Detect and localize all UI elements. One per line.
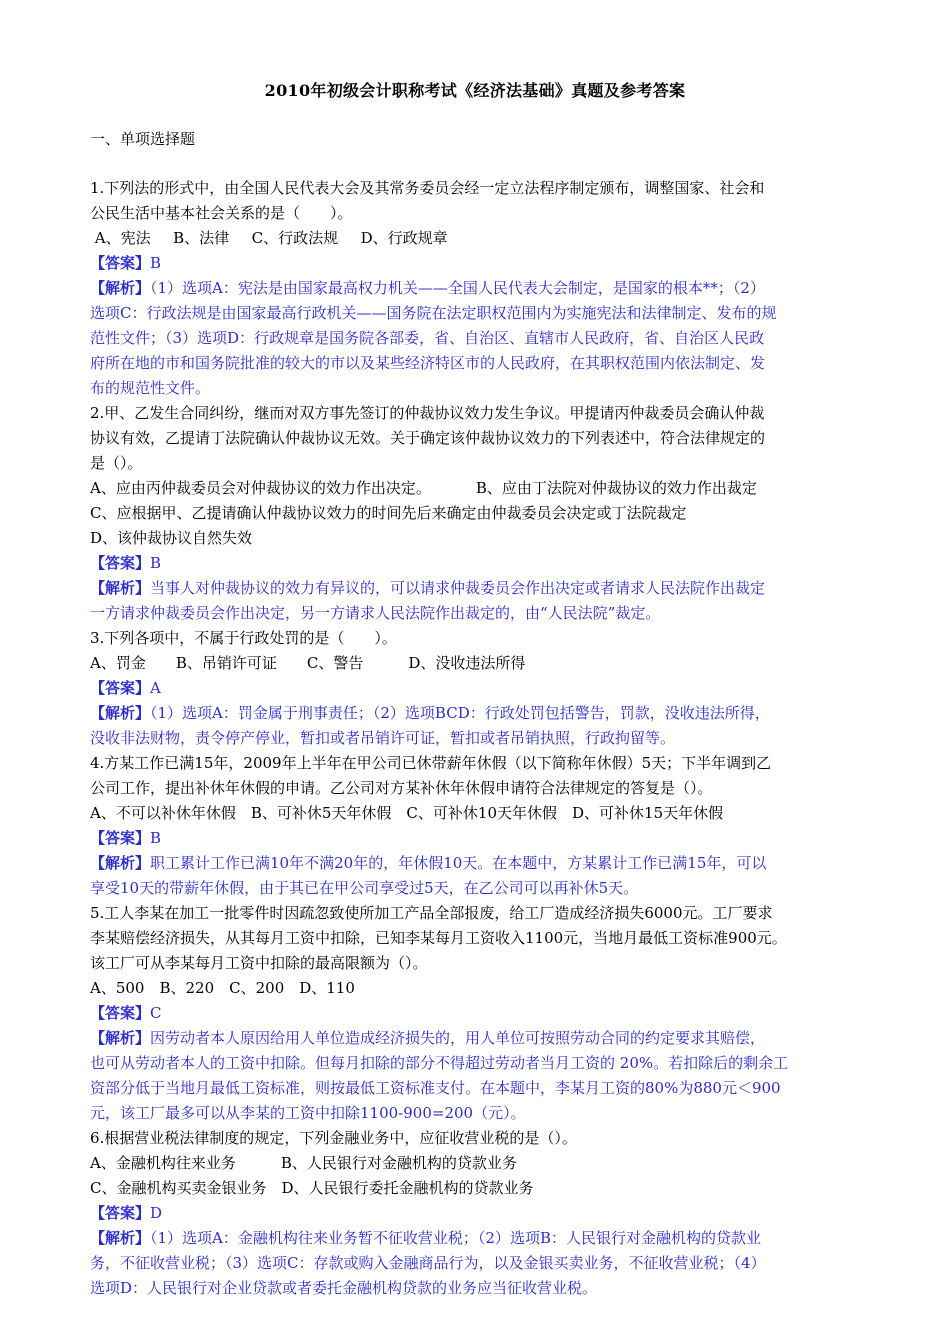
analysis-text: （1）选项A：罚金属于刑事责任；（2）选项BCD：行政处罚包括警告，罚款，没收违法所得， <box>150 704 770 722</box>
answer-line <box>90 251 865 276</box>
answer-tag: 【答案】 <box>90 554 151 572</box>
analysis-line <box>90 1226 865 1251</box>
question-list <box>90 176 865 1301</box>
question-stem-line: 该工厂可从李某每月工资中扣除的最高限额为（）。 <box>90 954 428 972</box>
option-a: A、500 <box>90 979 145 997</box>
option-b: B、220 <box>159 979 215 997</box>
analysis-tag: 【解析】 <box>90 579 151 597</box>
answer-value: D <box>150 1204 163 1222</box>
option-d: D、人民银行委托金融机构的贷款业务 <box>281 1179 534 1197</box>
section-heading: 一、单项选择题 <box>90 130 196 148</box>
analysis-line <box>90 1026 865 1051</box>
analysis-tag: 【解析】 <box>90 279 151 297</box>
option-b: B、吊销许可证 <box>175 654 277 672</box>
option-c: C、金融机构买卖金银业务 <box>90 1179 267 1197</box>
question-3 <box>90 626 865 751</box>
analysis-line <box>90 576 865 601</box>
question-stem-line: 2.甲、乙发生合同纠纷，继而对双方事先签订的仲裁协议效力发生争议。甲提请丙仲裁委员会确认仲裁 <box>90 404 765 422</box>
answer-tag: 【答案】 <box>90 829 151 847</box>
options-row <box>90 1151 865 1176</box>
answer-value: B <box>150 829 162 847</box>
question-stem-line: 是（）。 <box>90 454 143 472</box>
option-b: B、可补休5天年休假 <box>250 804 392 822</box>
analysis-line: 府所在地的市和国务院批准的较大的市以及某些经济特区市的人民政府，在其职权范围内依法制定、发 <box>90 354 766 372</box>
option-b: B、人民银行对金融机构的贷款业务 <box>280 1154 517 1172</box>
analysis-line: 范性文件；（3）选项D：行政规章是国务院各部委，省、自治区、直辖市人民政府，省、自治区人民政 <box>90 329 765 347</box>
option-a: A、不可以补休年休假 <box>90 804 236 822</box>
question-stem-line: 1.下列法的形式中，由全国人民代表大会及其常务委员会经一定立法程序制定颁布，调整国家、社会和 <box>90 179 765 197</box>
question-1 <box>90 176 865 401</box>
analysis-line: 一方请求仲裁委员会作出决定，另一方请求人民法院作出裁定的，由“人民法院”裁定。 <box>90 604 661 622</box>
analysis-line: 资部分低于当地月最低工资标准，则按最低工资标准支付。在本题中，李某月工资的80%为880元＜900 <box>90 1079 781 1097</box>
analysis-text: （1）选项A：宪法是由国家最高权力机关——全国人民代表大会制定，是国家的根本**；（2） <box>150 279 765 297</box>
analysis-line: 享受10天的带薪年休假，由于其已在甲公司享受过5天，在乙公司可以再补休5天。 <box>90 879 639 897</box>
question-stem-line: 李某赔偿经济损失，从其每月工资中扣除，已知李某每月工资收入1100元，当地月最低工资标准900元。 <box>90 929 787 947</box>
option-a: A、罚金 <box>90 654 146 672</box>
answer-tag: 【答案】 <box>90 254 151 272</box>
question-stem-line: 4.方某工作已满15年，2009年上半年在甲公司已休带薪年休假（以下简称年休假）5天；下半年调到乙 <box>90 754 772 772</box>
answer-line <box>90 676 865 701</box>
analysis-text: 当事人对仲裁协议的效力有异议的，可以请求仲裁委员会作出决定或者请求人民法院作出裁定 <box>150 579 766 597</box>
analysis-line: 选项C：行政法规是由国家最高行政机关——国务院在法定职权范围内为实施宪法和法律制定、发布的规 <box>90 304 777 322</box>
option-d: D、没收违法所得 <box>408 654 526 672</box>
analysis-line: 务，不征收营业税；（3）选项C：存款或购入金融商品行为，以及金银买卖业务，不征收营业税；（4） <box>90 1254 766 1272</box>
option-d: D、该仲裁协议自然失效 <box>90 529 253 547</box>
document-title: 2010年初级会计职称考试《经济法基础》真题及参考答案 <box>264 81 686 100</box>
analysis-tag: 【解析】 <box>90 854 151 872</box>
option-c: C、应根据甲、乙提请确认仲裁协议效力的时间先后来确定由仲裁委员会决定或丁法院裁定 <box>90 504 687 522</box>
option-a: A、应由丙仲裁委员会对仲裁协议的效力作出决定。 <box>90 479 431 497</box>
answer-value: B <box>150 554 162 572</box>
analysis-line <box>90 276 865 301</box>
options-row <box>90 1176 865 1201</box>
options-row <box>90 476 865 501</box>
analysis-text: （1）选项A：金融机构往来业务暂不征收营业税；（2）选项B：人民银行对金融机构的贷款业 <box>150 1229 761 1247</box>
option-d: D、可补休15天年休假 <box>572 804 724 822</box>
analysis-line: 选项D：人民银行对企业贷款或者委托金融机构贷款的业务应当征收营业税。 <box>90 1279 598 1297</box>
analysis-line: 元，该工厂最多可以从李某的工资中扣除1100-900=200（元）。 <box>90 1104 526 1122</box>
answer-value: C <box>150 1004 162 1022</box>
analysis-line: 没收非法财物，责令停产停业，暂扣或者吊销许可证，暂扣或者吊销执照，行政拘留等。 <box>90 729 676 747</box>
option-d: D、行政规章 <box>360 229 448 247</box>
option-a: A、宪法 <box>94 229 151 247</box>
analysis-line: 也可从劳动者本人的工资中扣除。但每月扣除的部分不得超过劳动者当月工资的 20%。若扣除后的剩余工 <box>90 1054 789 1072</box>
answer-line <box>90 1201 865 1226</box>
analysis-tag: 【解析】 <box>90 1029 151 1047</box>
answer-tag: 【答案】 <box>90 1004 151 1022</box>
answer-tag: 【答案】 <box>90 1204 151 1222</box>
option-b: B、法律 <box>173 229 230 247</box>
option-a: A、金融机构往来业务 <box>90 1154 236 1172</box>
answer-value: B <box>150 254 162 272</box>
question-stem-line: 协议有效，乙提请丁法院确认仲裁协议无效。关于确定该仲裁协议效力的下列表述中，符合法律规定的 <box>90 429 766 447</box>
analysis-line: 布的规范性文件。 <box>90 379 211 397</box>
question-stem-line: 公司工作，提出补休年休假的申请。乙公司对方某补休年休假申请符合法律规定的答复是（）。 <box>90 779 713 797</box>
answer-line <box>90 826 865 851</box>
option-b: B、应由丁法院对仲裁协议的效力作出裁定 <box>475 479 757 497</box>
question-stem-line: 6.根据营业税法律制度的规定，下列金融业务中，应征收营业税的是（）。 <box>90 1129 577 1147</box>
answer-value: A <box>150 679 161 697</box>
analysis-tag: 【解析】 <box>90 1229 151 1247</box>
answer-line <box>90 551 865 576</box>
option-d: D、110 <box>299 979 355 997</box>
question-5 <box>90 901 865 1126</box>
options-row <box>90 651 865 676</box>
analysis-tag: 【解析】 <box>90 704 151 722</box>
question-2 <box>90 401 865 626</box>
option-c: C、可补休10天年休假 <box>406 804 557 822</box>
answer-tag: 【答案】 <box>90 679 151 697</box>
question-stem-line: 3.下列各项中，不属于行政处罚的是（ ）。 <box>90 629 397 647</box>
option-c: C、行政法规 <box>251 229 339 247</box>
options-row <box>90 801 865 826</box>
options-row <box>90 976 865 1001</box>
analysis-text: 因劳动者本人原因给用人单位造成经济损失的，用人单位可按照劳动合同的约定要求其赔偿， <box>150 1029 766 1047</box>
options-row <box>90 226 865 251</box>
option-c: C、警告 <box>306 654 364 672</box>
question-stem-line: 5.工人李某在加工一批零件时因疏忽致使所加工产品全部报废，给工厂造成经济损失6000元。工厂要求 <box>90 904 773 922</box>
analysis-line <box>90 701 865 726</box>
question-4 <box>90 751 865 901</box>
analysis-line <box>90 851 865 876</box>
analysis-text: 职工累计工作已满10年不满20年的，年休假10天。在本题中，方某累计工作已满15年，可以 <box>150 854 767 872</box>
question-stem-line: 公民生活中基本社会关系的是（ ）。 <box>90 204 353 222</box>
answer-line <box>90 1001 865 1026</box>
option-c: C、200 <box>229 979 285 997</box>
question-6 <box>90 1126 865 1301</box>
